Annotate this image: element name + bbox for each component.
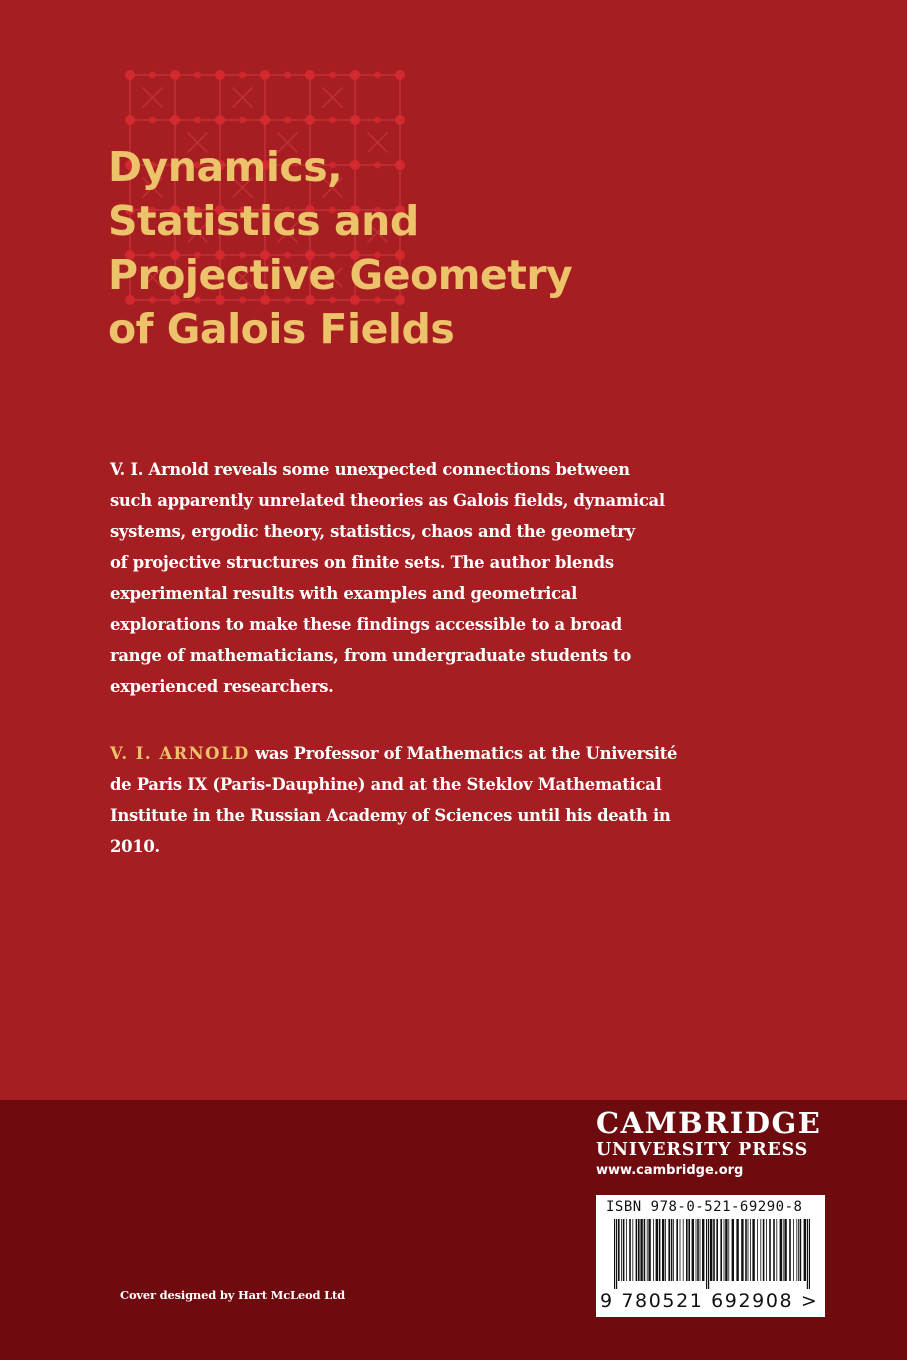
author-bio [110,738,678,862]
description-line: experienced researchers. [110,677,334,696]
publisher-name: CAMBRIDGE [596,1106,822,1140]
description-line: of projective structures on finite sets. The author blends [110,553,614,572]
description-line: systems, ergodic theory, statistics, chaos and the geometry [110,522,635,541]
title-line: Statistics and [108,197,419,245]
bio-line-text: was Professor of Mathematics at the Université [249,744,678,763]
publisher-website: www.cambridge.org [596,1163,744,1178]
barcode-label [596,1195,825,1317]
isbn-number: ISBN 978-0-521-69290-8 [606,1199,803,1215]
publisher-logo [596,1106,836,1182]
author-name: V. I. ARNOLD [110,744,250,763]
title-line: Dynamics, [108,143,343,191]
description-line: V. I. Arnold reveals some unexpected connections between [110,460,630,479]
bio-line: de Paris IX (Paris-Dauphine) and at the Steklov Mathematical [110,775,662,794]
bio-line: 2010. [110,837,160,856]
title-line: of Galois Fields [108,305,455,353]
description-line: experimental results with examples and geometrical [110,584,578,603]
description-line: range of mathematicians, from undergraduate students to [110,646,631,665]
barcode-icon [608,1219,813,1289]
title-line: Projective Geometry [108,251,573,299]
barcode-digits: 9 780521 692908 > [600,1290,819,1312]
description-line: such apparently unrelated theories as Galois fields, dynamical [110,491,665,510]
publisher-subtitle: UNIVERSITY PRESS [596,1140,809,1160]
description-line: explorations to make these findings accessible to a broad [110,615,622,634]
bio-line [110,738,678,769]
book-description [110,454,670,702]
book-title [108,140,668,356]
bio-line: Institute in the Russian Academy of Sciences until his death in [110,806,671,825]
cover-credit: Cover designed by Hart McLeod Ltd [120,1288,345,1302]
